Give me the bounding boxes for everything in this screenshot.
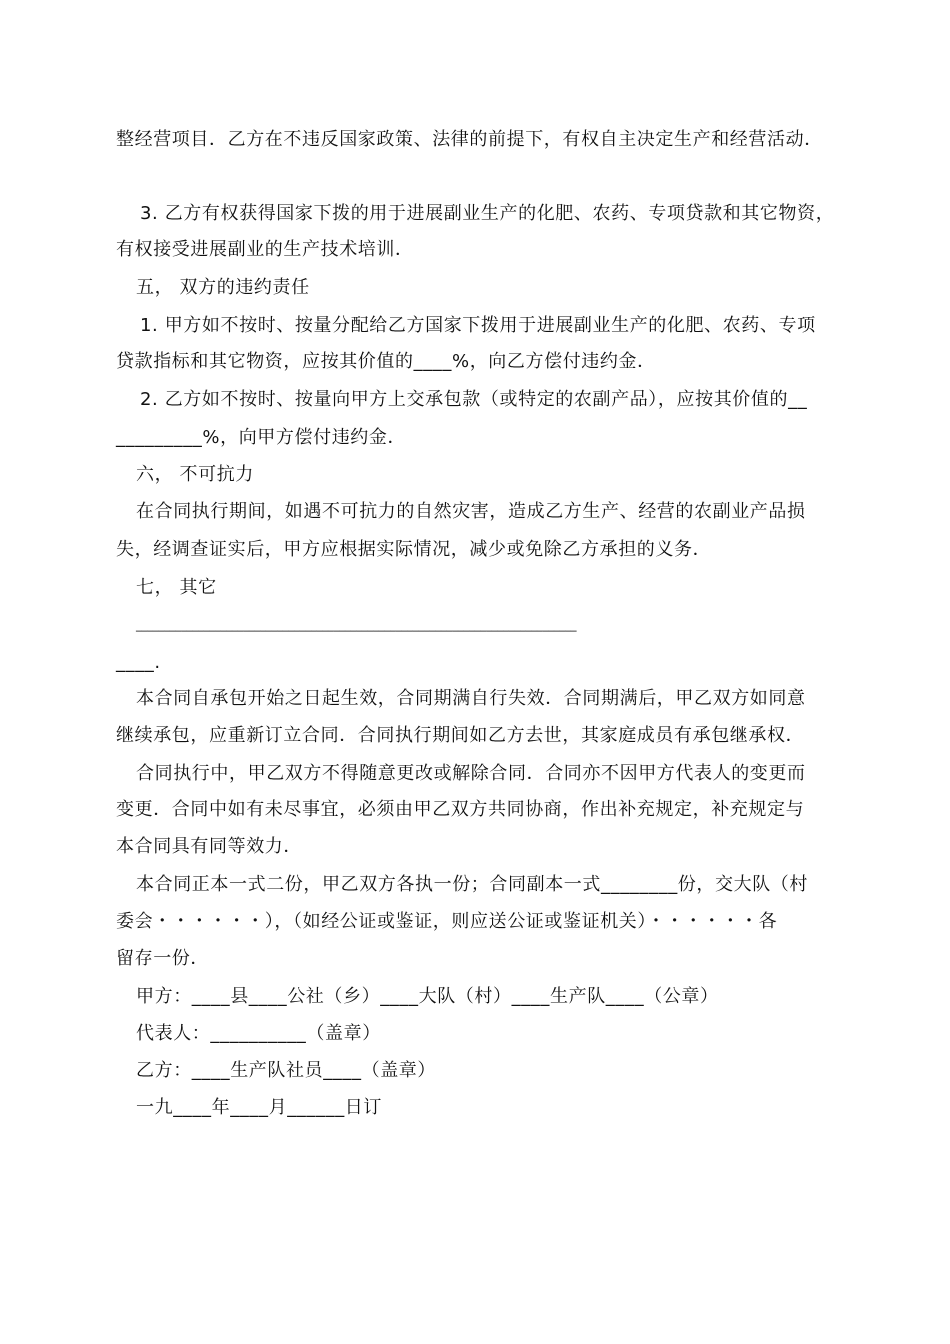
text-line: 继续承包，应重新订立合同．合同执行期间如乙方去世，其家庭成员有承包继承权． [116, 725, 805, 746]
text-line: 失，经调查证实后，甲方应根据实际情况，减少或免除乙方承担的义务． [116, 539, 712, 560]
section-heading: 五， 双方的违约责任 [136, 277, 310, 298]
text-line: ____. [116, 652, 161, 673]
section-heading: 七， 其它 [136, 577, 217, 598]
text-line: 1. 甲方如不按时、按量分配给乙方国家下拨用于进展副业生产的化肥、农药、专项 [140, 315, 816, 336]
text-line: 2. 乙方如不按时、按量向甲方上交承包款（或特定的农副产品），应按其价值的__ [140, 389, 808, 410]
blank-fill-line: ______________________________________________________________________________ [136, 619, 577, 632]
signature-line-representative: 代表人：__________（盖章） [136, 1023, 381, 1044]
signature-line-party-a: 甲方：____县____公社（乡）____大队（村）____生产队____（公章） [136, 986, 719, 1007]
text-line: 合同执行中，甲乙双方不得随意更改或解除合同．合同亦不因甲方代表人的变更而 [136, 763, 806, 784]
text-line: 有权接受进展副业的生产技术培训． [116, 239, 414, 260]
text-line: 整经营项目．乙方在不违反国家政策、法律的前提下，有权自主决定生产和经营活动． [116, 129, 823, 150]
text-line: 留存一份． [116, 948, 209, 969]
text-line: 在合同执行期间，如遇不可抗力的自然灾害，造成乙方生产、经营的农副业产品损 [136, 501, 806, 522]
text-line: 委会・・・・・・），（如经公证或鉴证，则应送公证或鉴证机关）・・・・・・各 [116, 911, 778, 932]
text-line: 变更．合同中如有未尽事宜，必须由甲乙双方共同协商，作出补充规定，补充规定与 [116, 799, 805, 820]
text-line: 本合同具有同等效力． [116, 836, 302, 857]
text-line: 本合同正本一式二份，甲乙双方各执一份；合同副本一式________份，交大队（村 [136, 874, 808, 895]
signature-line-party-b: 乙方：____生产队社员____（盖章） [136, 1060, 436, 1081]
text-line: 3. 乙方有权获得国家下拨的用于进展副业生产的化肥、农药、专项贷款和其它物资， [140, 203, 835, 224]
text-line: _________%，向甲方偿付违约金． [116, 427, 407, 448]
text-line: 贷款指标和其它物资，应按其价值的____%，向乙方偿付违约金． [116, 351, 656, 372]
text-line: 本合同自承包开始之日起生效，合同期满自行失效．合同期满后，甲乙双方如同意 [136, 688, 806, 709]
date-line: 一九____年____月______日订 [136, 1097, 382, 1118]
section-heading: 六， 不可抗力 [136, 464, 254, 485]
